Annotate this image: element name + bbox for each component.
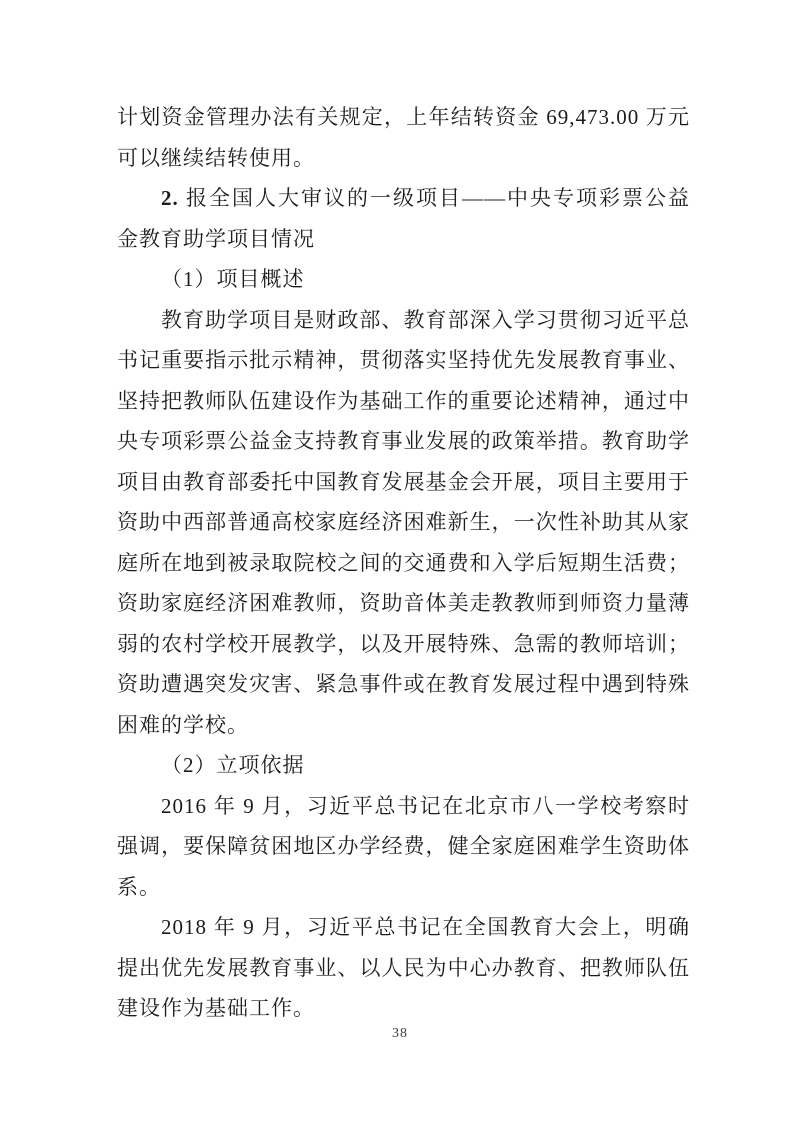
list-number-bold: 2. xyxy=(161,186,179,210)
subheading-project-overview: （1）项目概述 xyxy=(161,267,305,291)
document-body xyxy=(117,97,690,1029)
paragraph-carryover-funds: 计划资金管理办法有关规定，上年结转资金 69,473.00 万元可以继续结转使用。 xyxy=(117,105,690,170)
subheading-project-basis: （2）立项依据 xyxy=(161,753,305,777)
paragraph-project-heading xyxy=(117,178,690,259)
paragraph-project-overview-body: 教育助学项目是财政部、教育部深入学习贯彻习近平总书记重要指示批示精神，贯彻落实坚持优先发展教育事业、坚持把教师队伍建设作为基础工作的重要论述精神，通过中央专项彩票公益金支持教育事业发展的政策举措。教育助学项目由教育部委托中国教育发展基金会开展，项目主要用于资助中西部普通高校家庭经济困难新生，一次性补助其从家庭所在地到被录取院校之间的交通费和入学后短期生活费；资助家庭经济困难教师，资助音体美走教教师到师资力量薄弱的农村学校开展教学，以及开展特殊、急需的教师培训；资助遭遇突发灾害、紧急事件或在教育发展过程中遇到特殊困难的学校。 xyxy=(117,307,690,737)
page-number: 38 xyxy=(392,1026,408,1041)
page-footer xyxy=(0,1024,800,1042)
paragraph-basis-2016: 2016 年 9 月，习近平总书记在北京市八一学校考察时强调，要保障贫困地区办学经费，健全家庭困难学生资助体系。 xyxy=(117,793,690,899)
paragraph-basis-2018: 2018 年 9 月，习近平总书记在全国教育大会上，明确提出优先发展教育事业、以人民为中心办教育、把教师队伍建设作为基础工作。 xyxy=(117,915,690,1020)
project-heading-text: 报全国人大审议的一级项目——中央专项彩票公益金教育助学项目情况 xyxy=(117,186,690,251)
